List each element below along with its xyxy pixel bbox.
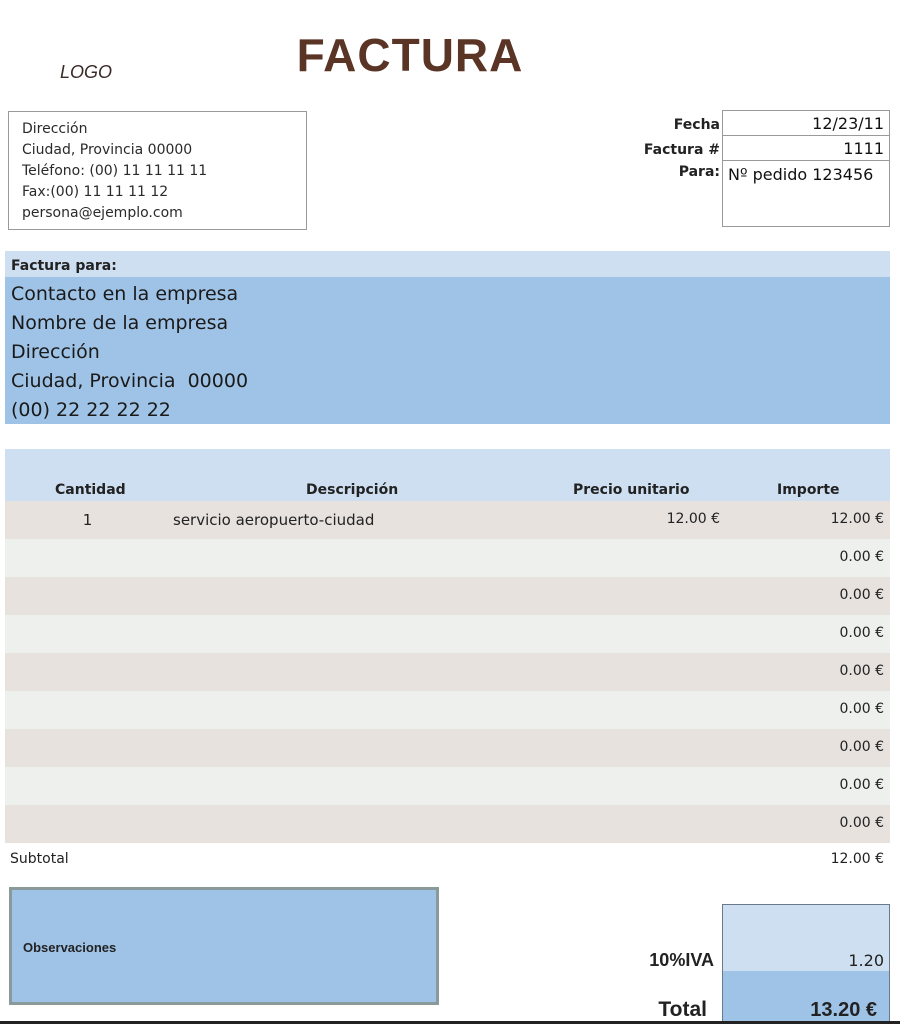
order-field[interactable] bbox=[722, 160, 890, 227]
bill-to-label: Factura para: bbox=[11, 258, 117, 274]
sender-phone: Teléfono: (00) 11 11 11 11 bbox=[22, 163, 208, 179]
item-amount: 0.00 € bbox=[839, 777, 884, 793]
item-amount: 0.00 € bbox=[839, 587, 884, 603]
bill-to-city: Ciudad, Provincia 00000 bbox=[11, 370, 249, 392]
table-row bbox=[5, 767, 890, 805]
table-row bbox=[5, 577, 890, 615]
invoice-number-field[interactable] bbox=[722, 135, 890, 161]
sender-address-box bbox=[8, 111, 307, 230]
table-row bbox=[5, 501, 890, 539]
order-value: Nº pedido 123456 bbox=[728, 165, 874, 184]
item-amount: 0.00 € bbox=[839, 549, 884, 565]
item-amount: 0.00 € bbox=[839, 625, 884, 641]
table-row bbox=[5, 539, 890, 577]
item-quantity: 1 bbox=[82, 511, 93, 529]
items-table-header bbox=[5, 449, 890, 501]
invoice-number-label: Factura # bbox=[643, 142, 720, 158]
table-row bbox=[5, 805, 890, 843]
total-label: Total bbox=[658, 998, 707, 1021]
logo: LOGO bbox=[60, 62, 113, 82]
bill-to-header bbox=[5, 251, 890, 277]
invoice-number-value: 1111 bbox=[843, 139, 884, 158]
bill-to-company: Nombre de la empresa bbox=[11, 312, 229, 334]
totals-box bbox=[722, 904, 890, 1024]
sender-fax: Fax:(00) 11 11 11 12 bbox=[22, 184, 169, 200]
column-header-amount: Importe bbox=[777, 482, 840, 498]
bill-to-phone: (00) 22 22 22 22 bbox=[11, 399, 171, 421]
column-header-quantity: Cantidad bbox=[55, 482, 126, 498]
table-row bbox=[5, 615, 890, 653]
table-row bbox=[5, 729, 890, 767]
item-amount: 0.00 € bbox=[839, 663, 884, 679]
iva-label: 10%IVA bbox=[649, 950, 714, 970]
column-header-unit-price: Precio unitario bbox=[573, 482, 690, 498]
iva-cell bbox=[723, 905, 889, 971]
sender-address: Dirección bbox=[22, 121, 88, 137]
invoice-title: FACTURA bbox=[296, 29, 524, 81]
iva-value: 1.20 bbox=[848, 951, 884, 970]
date-label: Fecha bbox=[673, 117, 720, 133]
bill-to-details bbox=[5, 277, 890, 424]
date-field[interactable] bbox=[722, 110, 890, 136]
item-amount: 0.00 € bbox=[839, 815, 884, 831]
total-cell bbox=[723, 971, 889, 1024]
item-unit-price: 12.00 € bbox=[666, 511, 720, 527]
sender-email: persona@ejemplo.com bbox=[22, 205, 183, 221]
table-row bbox=[5, 653, 890, 691]
to-label: Para: bbox=[678, 164, 720, 180]
table-row bbox=[5, 691, 890, 729]
item-description: servicio aeropuerto-ciudad bbox=[173, 511, 375, 529]
bill-to-contact: Contacto en la empresa bbox=[11, 283, 239, 305]
item-amount: 12.00 € bbox=[830, 511, 884, 527]
item-amount: 0.00 € bbox=[839, 739, 884, 755]
sender-city: Ciudad, Provincia 00000 bbox=[22, 142, 193, 158]
observations-label: Observaciones bbox=[23, 940, 117, 955]
column-header-description: Descripción bbox=[306, 482, 399, 498]
item-amount: 0.00 € bbox=[839, 701, 884, 717]
subtotal-label: Subtotal bbox=[10, 851, 69, 867]
total-value: 13.20 € bbox=[810, 999, 877, 1021]
date-value: 12/23/11 bbox=[812, 114, 884, 133]
observations-box[interactable] bbox=[9, 887, 439, 1005]
bill-to-address: Dirección bbox=[11, 341, 100, 363]
subtotal-value: 12.00 € bbox=[830, 851, 884, 867]
